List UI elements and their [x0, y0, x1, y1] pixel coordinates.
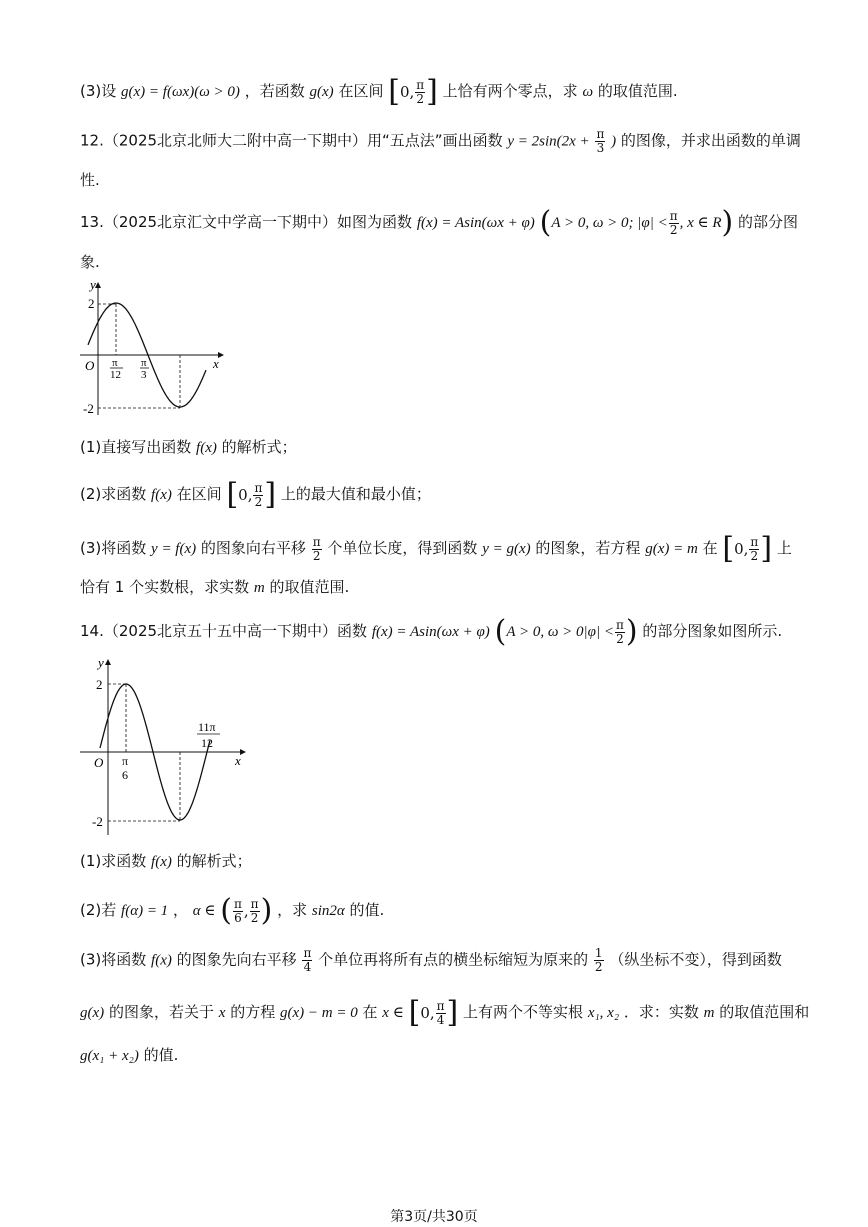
q13-p3-shift-den: 2	[312, 548, 321, 563]
q13-p3-shift	[312, 536, 322, 563]
q14-p2-alpha: α ∈	[192, 903, 216, 919]
q13-y-top: 2	[88, 296, 95, 311]
q14-p3-xin: x ∈	[382, 1005, 404, 1021]
q12-line1	[80, 128, 801, 155]
q11-part3	[80, 74, 678, 109]
q13-p3-a: (3)将函数	[80, 539, 147, 557]
q13-p3-g: 的取值范围.	[269, 578, 350, 596]
q14-p3-h: 上有两个不等实根	[463, 1003, 584, 1021]
q13-part3-line2	[80, 576, 349, 599]
q14-p3-half	[594, 947, 604, 974]
q14-p3-i: ．求：实数	[623, 1003, 699, 1021]
q13-p2-int-left: 0,	[238, 486, 253, 504]
q14-y-top: 2	[96, 677, 103, 692]
q12-frac-num: π	[596, 127, 605, 141]
q13-p3-gy: y = g(x)	[482, 541, 531, 557]
q14-tick2-den: 12	[201, 736, 213, 750]
q13-p3-m: m	[253, 580, 265, 596]
q13-tick2-den: 3	[141, 369, 147, 381]
q13-p2-frac-num: π	[254, 480, 263, 495]
q14-part1	[80, 850, 252, 873]
q14-p3-half-den: 2	[594, 960, 603, 974]
q13-frac-num: π	[669, 208, 678, 223]
q14-p2-interval: ( $\frac{\pi}{6}$ , $\frac{\pi}{2}$ )	[220, 893, 273, 928]
q13-p3-int-num: π	[750, 534, 759, 549]
q14-p3-c: 个单位再将所有点的横坐标缩短为原来的	[318, 950, 589, 969]
q13-p3-b: 的图象向右平移	[200, 539, 306, 557]
q13-origin: O	[85, 358, 95, 373]
q14-p1-a: (1)求函数	[80, 852, 147, 870]
q14-intro: 14.（2025北京五十五中高一下期中）函数	[80, 622, 368, 640]
q14-p3-d: （纵坐标不变），得到函数	[609, 950, 782, 969]
q14-frac-num: π	[615, 617, 624, 632]
q13-p2-fx: f(x)	[151, 487, 172, 503]
q14-p3-x: x	[218, 1005, 226, 1021]
q13-text-b: 的部分图	[738, 213, 799, 231]
q13-p2-a: (2)求函数	[80, 485, 147, 503]
q11-p3-expr: g(x) = f(ωx)(ω > 0)	[121, 84, 240, 100]
q14-p3-shift-num: π	[303, 946, 312, 960]
q14-frac-den: 2	[616, 631, 624, 646]
q14-p3-g: 在	[362, 1003, 378, 1021]
q14-line1	[80, 614, 783, 649]
q11-omega: ω	[582, 84, 594, 100]
q13-p3-eq: g(x) = m	[645, 541, 698, 557]
q14-p1-fx: f(x)	[151, 854, 172, 870]
q13-intro: 13.（2025北京汇文中学高一下期中）如图为函数	[80, 213, 413, 231]
q14-part3-line2	[80, 995, 810, 1030]
q14-part3-line3	[80, 1044, 178, 1067]
q11-p3-text-c: 在区间	[338, 82, 384, 100]
q13-p3-f: 上	[776, 539, 792, 557]
q13-p3-y: y = f(x)	[151, 541, 197, 557]
q11-p3-text-a: (3)设	[80, 82, 117, 100]
q12-frac	[595, 128, 605, 155]
q14-p3-k: 的值.	[143, 1046, 179, 1064]
q14-p3-f: 的方程	[230, 1003, 276, 1021]
q14-p3-m: m	[703, 1005, 715, 1021]
q14-x-arrow	[240, 749, 246, 755]
q11-frac-den: 2	[416, 91, 425, 106]
q13-cond-a: A > 0, ω > 0; |φ| <	[551, 215, 668, 231]
q11-p3-text-e: 的取值范围.	[597, 82, 678, 100]
q14-p2-int-a-den: 6	[234, 910, 242, 925]
q11-interval-left: 0,	[399, 83, 415, 101]
q14-p3-shift	[302, 947, 312, 974]
q14-p3-e: 的图象，若关于	[108, 1003, 214, 1021]
q14-p3-fx: f(x)	[151, 952, 172, 969]
q13-p3-c: 个单位长度，得到函数	[327, 539, 478, 557]
q13-tick1-num: π	[112, 357, 118, 369]
q14-p3-interval: [ 0, $\frac{\pi}{4}$ ]	[408, 995, 459, 1030]
q14-p3-int-frac	[436, 1000, 446, 1027]
q14-p3-j: 的取值范围和	[719, 1003, 810, 1021]
q14-p2-int-b-num: π	[250, 896, 259, 911]
q12-line2: 性.	[80, 171, 100, 189]
q13-cond-frac	[669, 210, 679, 237]
q14-p2-int-b	[250, 898, 260, 925]
q13-part2	[80, 477, 431, 512]
q14-text-b: 的部分图象如图所示.	[642, 622, 783, 640]
q14-y-label: y	[98, 655, 104, 670]
q14-p1-b: 的解析式；	[176, 852, 252, 870]
q13-tick2-num: π	[141, 357, 147, 369]
q13-y-bottom: -2	[83, 401, 94, 416]
q14-p2-int-a	[233, 898, 243, 925]
q14-p3-shift-den: 4	[303, 960, 312, 974]
q14-cond-a: A > 0, ω > 0|φ| <	[506, 624, 614, 640]
q14-p3-a: (3)将函数	[80, 950, 147, 969]
q14-p2-int-b-den: 2	[250, 910, 259, 925]
q14-y-arrow	[105, 659, 111, 665]
q14-graph	[80, 655, 250, 840]
q14-x-label: x	[235, 753, 241, 768]
q13-x-label: x	[213, 356, 219, 371]
q13-line2: 象.	[80, 253, 100, 271]
q12-text-b: 的图像，并求出函数的单调	[620, 131, 801, 150]
q13-y-arrow	[95, 282, 101, 288]
q14-p2-b: ，	[172, 901, 188, 919]
q13-line1	[80, 205, 799, 240]
q13-y-label: y	[90, 280, 96, 292]
q14-y-bottom: -2	[92, 814, 103, 829]
q11-interval: [ 0, $\frac{\pi}{2}$ ]	[388, 74, 438, 109]
q14-p2-d: 的值.	[349, 901, 385, 919]
q13-p3-interval: [ 0, $\frac{\pi}{2}$ ]	[722, 531, 773, 566]
q11-interval-frac	[415, 79, 425, 106]
q13-p2-frac-den: 2	[254, 494, 263, 509]
q11-frac-num: π	[416, 77, 425, 92]
q11-p3-text-d: 上恰有两个零点，求	[442, 82, 578, 100]
q13-part1	[80, 436, 297, 459]
q13-p3-shift-num: π	[312, 534, 321, 549]
q14-p2-sin: sin2α	[311, 903, 345, 919]
q13-p2-frac	[253, 482, 263, 509]
q13-tick1-den: 12	[110, 369, 121, 381]
q13-p3-d: 的图象，若方程	[535, 539, 641, 557]
q14-p3-int-left: 0,	[420, 1004, 435, 1022]
q13-condition: ( A > 0, ω > 0; |φ| < $\frac{\pi}{2}$ , x ∈ R )	[539, 205, 734, 240]
page-footer: 第3页/共30页	[390, 1209, 478, 1225]
q12-frac-den: 3	[596, 141, 605, 155]
q12-expr-b: )	[611, 133, 617, 150]
q13-p3-int-den: 2	[750, 548, 759, 563]
q14-expr: f(x) = Asin(ωx + φ)	[371, 624, 490, 640]
q13-p3-line2: 恰有 1 个实数根，求实数	[80, 578, 250, 596]
q13-expr: f(x) = Asin(ωx + φ)	[416, 215, 535, 231]
q14-origin: O	[94, 755, 104, 770]
q14-part2	[80, 893, 385, 928]
q13-p3-int-left: 0,	[734, 540, 749, 558]
q14-p3-half-num: 1	[594, 946, 603, 960]
q13-p1-b: 的解析式；	[221, 438, 297, 456]
q14-p2-int-a-num: π	[234, 896, 242, 911]
q14-p3-b: 的图象先向右平移	[176, 950, 297, 969]
q14-p3-eq: g(x) − m = 0	[279, 1005, 358, 1021]
q14-p3-gx: g(x)	[80, 1005, 105, 1021]
q14-p3-int-den: 4	[436, 1012, 445, 1027]
q14-tick1-den: 6	[122, 768, 128, 782]
q13-p1-a: (1)直接写出函数	[80, 438, 192, 456]
q13-p3-int-frac	[749, 536, 759, 563]
q14-p2-a: (2)若	[80, 901, 117, 919]
q13-p2-interval: [ 0, $\frac{\pi}{2}$ ]	[226, 477, 277, 512]
q14-p3-sum: g(x₁ + x₂)	[80, 1048, 139, 1064]
q14-p2-c: ，求	[277, 901, 308, 919]
q14-tick1-num: π	[122, 754, 129, 768]
q14-p2-eq: f(α) = 1	[121, 903, 169, 919]
q13-graph	[80, 280, 230, 420]
q14-part3	[80, 947, 782, 974]
q11-p3-text-b: ，若函数	[244, 82, 305, 100]
q13-p3-e: 在	[702, 539, 718, 557]
q14-tick2-num: 11π	[198, 720, 216, 734]
q11-p3-gx: g(x)	[309, 84, 334, 100]
q12-expr-a: y = 2sin(2x +	[507, 133, 590, 150]
q13-cond-b: , x ∈ R	[679, 215, 722, 231]
q13-p1-fx: f(x)	[196, 440, 217, 456]
q14-p3-roots: x₁, x₂	[587, 1005, 620, 1021]
q13-p2-b: 在区间	[176, 485, 222, 503]
q13-p2-c: 上的最大值和最小值；	[280, 485, 431, 503]
q13-x-arrow	[218, 352, 224, 358]
q14-condition: ( A > 0, ω > 0|φ| < $\frac{\pi}{2}$ )	[494, 614, 638, 649]
q13-frac-den: 2	[669, 222, 678, 237]
q13-part3	[80, 531, 792, 566]
q12-intro: 12.（2025北京北师大二附中高一下期中）用“五点法”画出函数	[80, 131, 503, 150]
q14-p3-int-num: π	[436, 998, 445, 1013]
q14-cond-frac	[615, 619, 625, 646]
